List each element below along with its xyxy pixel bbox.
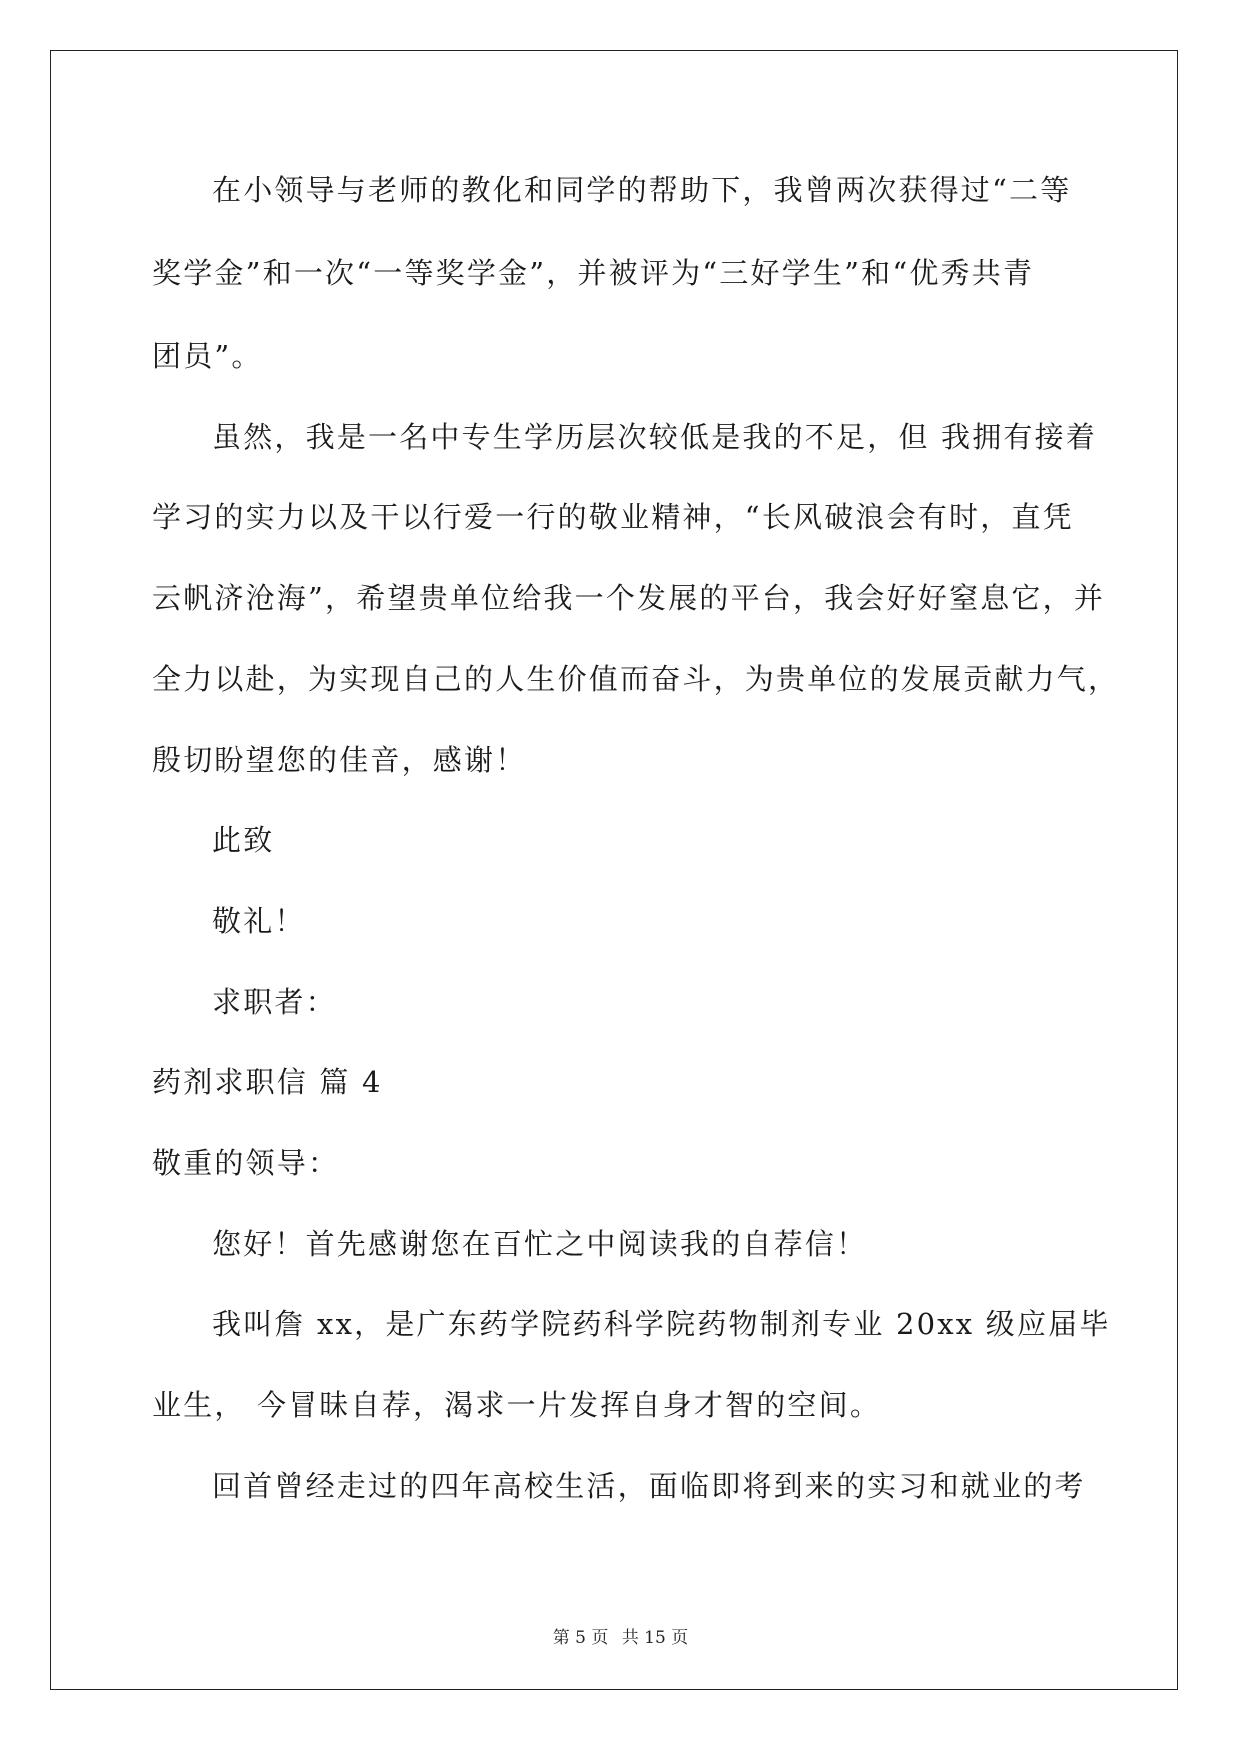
salutation: 敬重的领导： bbox=[152, 1146, 340, 1180]
page-number: 第 5 页 bbox=[552, 1628, 609, 1648]
page-border bbox=[50, 50, 1178, 1690]
paragraph-line: 奖学金”和一次“一等奖学金”，并被评为“三好学生”和“优秀共青 bbox=[152, 256, 1035, 290]
page-total: 共 15 页 bbox=[621, 1628, 689, 1648]
paragraph-line: 云帆济沧海”，希望贵单位给我一个发展的平台，我会好好窒息它，并 bbox=[152, 581, 1106, 615]
paragraph-line: 回首曾经走过的四年高校生活，面临即将到来的实习和就业的考 bbox=[212, 1469, 1086, 1503]
paragraph-line: 业生， 今冒昧自荐，渴求一片发挥自身才智的空间。 bbox=[152, 1388, 882, 1422]
page-footer bbox=[0, 1623, 1241, 1648]
closing-line: 敬礼！ bbox=[212, 904, 306, 938]
section-heading: 药剂求职信 篇 4 bbox=[152, 1065, 383, 1099]
paragraph-line: 学习的实力以及干以行爱一行的敬业精神，“长风破浪会有时，直凭 bbox=[152, 500, 1074, 534]
paragraph-line: 殷切盼望您的佳音，感谢！ bbox=[152, 743, 527, 777]
paragraph-line: 我叫詹 xx，是广东药学院药科学院药物制剂专业 20xx 级应届毕 bbox=[212, 1307, 1111, 1341]
paragraph-line: 全力以赴，为实现自己的人生价值而奋斗，为贵单位的发展贡献力气， bbox=[152, 662, 1120, 696]
paragraph-line: 在小领导与老师的教化和同学的帮助下，我曾两次获得过“二等 bbox=[212, 173, 1072, 207]
signature-line: 求职者： bbox=[212, 985, 337, 1019]
paragraph-line: 您好！首先感谢您在百忙之中阅读我的自荐信！ bbox=[212, 1227, 868, 1261]
paragraph-line: 虽然，我是一名中专生学历层次较低是我的不足，但 我拥有接着 bbox=[212, 420, 1098, 454]
closing-line: 此致 bbox=[212, 823, 275, 857]
paragraph-line: 团员”。 bbox=[152, 339, 263, 373]
